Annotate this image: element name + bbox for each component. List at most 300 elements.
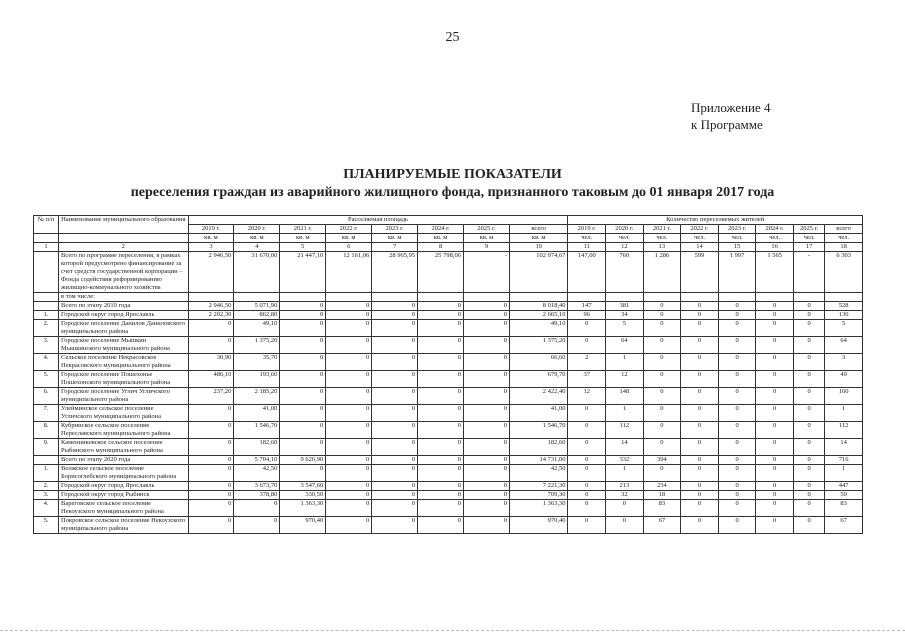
municipality-name: Городской округ город Рыбинск: [59, 491, 188, 500]
value-cell: 0: [756, 405, 794, 422]
value-cell: 330,50: [280, 491, 326, 500]
value-cell: 0: [756, 388, 794, 405]
value-cell: 5 704,10: [234, 456, 280, 465]
value-cell: 0: [718, 482, 756, 491]
document-title: ПЛАНИРУЕМЫЕ ПОКАЗАТЕЛИ: [343, 167, 562, 182]
column-number: 3: [188, 243, 234, 252]
value-cell: 0: [372, 405, 418, 422]
column-number: 10: [509, 243, 568, 252]
row-number: 4.: [34, 354, 59, 371]
value-cell: 64: [825, 337, 863, 354]
column-number: 14: [681, 243, 719, 252]
municipality-name: Городской округ город Ярославль: [59, 311, 188, 320]
value-cell: 0: [188, 465, 234, 482]
area-unit-header: кв. м: [464, 234, 510, 243]
value-cell: 0: [464, 320, 510, 337]
value-cell: 709,30: [509, 491, 568, 500]
value-cell: 0: [793, 439, 824, 456]
municipality-name: Улейминское сельское поселение Угличского муниципального района: [59, 405, 188, 422]
area-unit-header: кв. м: [509, 234, 568, 243]
value-cell: 0: [372, 500, 418, 517]
value-cell: 0: [681, 500, 719, 517]
value-cell: 0: [606, 517, 644, 534]
value-cell: [756, 293, 794, 302]
value-cell: 0: [718, 354, 756, 371]
header-people-group: Количество переселяемых жителей: [568, 216, 863, 225]
value-cell: 0: [372, 491, 418, 500]
table-row: [34, 388, 863, 405]
table-row: [34, 302, 863, 311]
value-cell: 1 375,20: [509, 337, 568, 354]
value-cell: 0: [464, 456, 510, 465]
people-unit-header: чел.: [756, 234, 794, 243]
value-cell: 0: [793, 456, 824, 465]
value-cell: 83: [825, 500, 863, 517]
value-cell: 112: [606, 422, 644, 439]
document-subtitle: переселения граждан из аварийного жилищного фонда, признанного таковым до 01 января 2017 года: [130, 185, 775, 200]
value-cell: 0: [793, 320, 824, 337]
value-cell: 0: [326, 482, 372, 491]
value-cell: 2: [568, 354, 606, 371]
area-year-header: 2023 г.: [372, 225, 418, 234]
table-body: [34, 252, 863, 534]
area-year-header: 2022 г.: [326, 225, 372, 234]
value-cell: 0: [418, 517, 464, 534]
table-row: [34, 337, 863, 354]
value-cell: 0: [372, 371, 418, 388]
header-name: Наименование муниципального образования: [59, 216, 188, 234]
value-cell: 0: [326, 465, 372, 482]
value-cell: 0: [718, 517, 756, 534]
value-cell: 147,00: [568, 252, 606, 293]
column-number: 17: [793, 243, 824, 252]
value-cell: 67: [825, 517, 863, 534]
value-cell: 41,00: [234, 405, 280, 422]
value-cell: 0: [464, 388, 510, 405]
value-cell: 3 547,60: [280, 482, 326, 491]
value-cell: 96: [568, 311, 606, 320]
value-cell: 0: [756, 337, 794, 354]
municipality-name: Городское поселение Пошехонье Пошехонского муниципального района: [59, 371, 188, 388]
value-cell: 0: [793, 517, 824, 534]
appendix-line-1: Приложение 4: [691, 100, 771, 115]
value-cell: 0: [756, 465, 794, 482]
value-cell: 0: [756, 482, 794, 491]
value-cell: 0: [756, 439, 794, 456]
value-cell: 381: [606, 302, 644, 311]
value-cell: [418, 293, 464, 302]
area-unit-header: кв. м: [280, 234, 326, 243]
table-row: [34, 491, 863, 500]
table-row: [34, 482, 863, 491]
value-cell: 0: [464, 337, 510, 354]
value-cell: [372, 293, 418, 302]
value-cell: 5 071,90: [234, 302, 280, 311]
value-cell: 0: [681, 405, 719, 422]
value-cell: 0: [568, 405, 606, 422]
value-cell: [188, 293, 234, 302]
header-column-numbers-row: [34, 243, 863, 252]
value-cell: 25 798,06: [418, 252, 464, 293]
value-cell: -: [464, 252, 510, 293]
people-year-header: 2020 г.: [606, 225, 644, 234]
value-cell: 0: [464, 482, 510, 491]
municipality-name: Городское поселение Данилов Даниловского муниципального района: [59, 320, 188, 337]
value-cell: 0: [326, 320, 372, 337]
value-cell: 0: [326, 371, 372, 388]
row-number: [34, 456, 59, 465]
value-cell: 3: [825, 354, 863, 371]
value-cell: 0: [756, 491, 794, 500]
area-year-header: 2025 г.: [464, 225, 510, 234]
column-number: 6: [326, 243, 372, 252]
value-cell: 1: [606, 354, 644, 371]
value-cell: 0: [718, 320, 756, 337]
row-number: 1.: [34, 311, 59, 320]
value-cell: 0: [718, 439, 756, 456]
value-cell: 0: [756, 302, 794, 311]
area-year-header: 2024 г.: [418, 225, 464, 234]
value-cell: 0: [372, 517, 418, 534]
column-number: 13: [643, 243, 681, 252]
value-cell: 182,60: [509, 439, 568, 456]
value-cell: 0: [681, 422, 719, 439]
table-row: [34, 439, 863, 456]
people-unit-header: чел.: [718, 234, 756, 243]
value-cell: 0: [188, 456, 234, 465]
value-cell: 0: [326, 491, 372, 500]
value-cell: 0: [643, 302, 681, 311]
value-cell: 21 447,10: [280, 252, 326, 293]
people-year-header: 2023 г.: [718, 225, 756, 234]
value-cell: 31 670,00: [234, 252, 280, 293]
value-cell: 0: [681, 320, 719, 337]
value-cell: 0: [188, 500, 234, 517]
value-cell: 0: [326, 439, 372, 456]
value-cell: 0: [756, 422, 794, 439]
value-cell: 83: [643, 500, 681, 517]
area-unit-header: кв. м: [326, 234, 372, 243]
value-cell: 0: [718, 456, 756, 465]
column-number: 16: [756, 243, 794, 252]
value-cell: 0: [643, 311, 681, 320]
value-cell: [643, 293, 681, 302]
people-unit-header: чел.: [793, 234, 824, 243]
value-cell: 0: [188, 405, 234, 422]
value-cell: 0: [326, 388, 372, 405]
row-number: [34, 293, 59, 302]
value-cell: 0: [418, 439, 464, 456]
value-cell: 0: [280, 320, 326, 337]
value-cell: 8 018,40: [509, 302, 568, 311]
value-cell: 30,90: [188, 354, 234, 371]
value-cell: 0: [643, 320, 681, 337]
value-cell: 0: [606, 500, 644, 517]
value-cell: 0: [418, 320, 464, 337]
value-cell: 0: [418, 456, 464, 465]
people-year-header: 2024 г.: [756, 225, 794, 234]
value-cell: 0: [718, 491, 756, 500]
value-cell: 0: [568, 456, 606, 465]
value-cell: 0: [568, 465, 606, 482]
value-cell: 0: [464, 500, 510, 517]
value-cell: 148: [606, 388, 644, 405]
value-cell: 0: [793, 302, 824, 311]
value-cell: 1: [606, 465, 644, 482]
value-cell: 0: [418, 405, 464, 422]
value-cell: 0: [280, 388, 326, 405]
value-cell: 716: [825, 456, 863, 465]
value-cell: 0: [372, 337, 418, 354]
value-cell: 0: [718, 337, 756, 354]
value-cell: 0: [372, 465, 418, 482]
value-cell: 760: [606, 252, 644, 293]
value-cell: 0: [756, 320, 794, 337]
value-cell: 0: [681, 517, 719, 534]
value-cell: 0: [793, 405, 824, 422]
value-cell: 0: [756, 371, 794, 388]
table-row: [34, 311, 863, 320]
people-total-header: всего: [825, 225, 863, 234]
value-cell: 0: [568, 320, 606, 337]
value-cell: 49: [825, 371, 863, 388]
column-number: 2: [59, 243, 188, 252]
value-cell: 0: [756, 354, 794, 371]
value-cell: 679,70: [509, 371, 568, 388]
value-cell: 0: [418, 302, 464, 311]
value-cell: 862,80: [234, 311, 280, 320]
value-cell: 0: [681, 302, 719, 311]
column-number: 7: [372, 243, 418, 252]
value-cell: 0: [418, 500, 464, 517]
value-cell: [606, 293, 644, 302]
value-cell: 14: [606, 439, 644, 456]
value-cell: [718, 293, 756, 302]
value-cell: 0: [188, 491, 234, 500]
appendix-label: [691, 99, 771, 133]
value-cell: 0: [188, 320, 234, 337]
value-cell: 49,10: [509, 320, 568, 337]
value-cell: 528: [825, 302, 863, 311]
value-cell: 102 974,67: [509, 252, 568, 293]
value-cell: 12: [568, 388, 606, 405]
value-cell: 6 303: [825, 252, 863, 293]
municipality-name: Всего по программе переселения, в рамках которой предусмотрено финансирование за счет средств государственной корпорации – Фонда содействия реформированию жилищно-коммунального хозяйства: [59, 252, 188, 293]
value-cell: 0: [718, 422, 756, 439]
value-cell: 0: [418, 388, 464, 405]
column-number: 11: [568, 243, 606, 252]
value-cell: 0: [793, 491, 824, 500]
value-cell: 0: [188, 482, 234, 491]
value-cell: 0: [418, 491, 464, 500]
value-cell: 1: [825, 405, 863, 422]
value-cell: 0: [681, 311, 719, 320]
value-cell: 0: [793, 388, 824, 405]
value-cell: 0: [418, 337, 464, 354]
value-cell: 0: [643, 439, 681, 456]
people-year-header: 2025 г.: [793, 225, 824, 234]
value-cell: 2 202,30: [188, 311, 234, 320]
value-cell: 0: [326, 456, 372, 465]
people-unit-header: чел.: [681, 234, 719, 243]
value-cell: 0: [756, 517, 794, 534]
table-row: [34, 320, 863, 337]
value-cell: 0: [372, 482, 418, 491]
value-cell: 0: [793, 354, 824, 371]
municipality-name: Городское поселение Углич Угличского муниципального района: [59, 388, 188, 405]
value-cell: 2 946,50: [188, 302, 234, 311]
value-cell: 0: [568, 500, 606, 517]
value-cell: 0: [280, 302, 326, 311]
value-cell: 0: [643, 422, 681, 439]
column-number: 8: [418, 243, 464, 252]
value-cell: 213: [606, 482, 644, 491]
value-cell: 130: [825, 311, 863, 320]
value-cell: 64: [606, 337, 644, 354]
table-row: [34, 354, 863, 371]
table-row: [34, 252, 863, 293]
value-cell: 0: [464, 405, 510, 422]
value-cell: 0: [326, 500, 372, 517]
value-cell: 147: [568, 302, 606, 311]
value-cell: 0: [188, 337, 234, 354]
value-cell: 0: [793, 500, 824, 517]
value-cell: 1 286: [643, 252, 681, 293]
value-cell: 0: [718, 371, 756, 388]
value-cell: 0: [234, 517, 280, 534]
municipality-name: Всего по этапу 2019 года: [59, 302, 188, 311]
value-cell: 0: [464, 371, 510, 388]
municipality-name: Городской округ город Ярославль: [59, 482, 188, 491]
table-row: [34, 293, 863, 302]
column-number: 4: [234, 243, 280, 252]
area-year-header: 2020 г.: [234, 225, 280, 234]
value-cell: 5: [606, 320, 644, 337]
value-cell: 1 363,30: [280, 500, 326, 517]
value-cell: 0: [372, 439, 418, 456]
value-cell: [825, 293, 863, 302]
value-cell: 1 375,20: [234, 337, 280, 354]
value-cell: 0: [280, 354, 326, 371]
indicators-table: [33, 215, 863, 534]
people-year-header: 2019 г.: [568, 225, 606, 234]
value-cell: 0: [643, 405, 681, 422]
value-cell: 0: [793, 371, 824, 388]
page-number: 25: [445, 30, 460, 45]
column-number: 12: [606, 243, 644, 252]
value-cell: 0: [643, 465, 681, 482]
row-number: 4.: [34, 500, 59, 517]
scan-edge-divider: [0, 630, 905, 632]
row-number: [34, 302, 59, 311]
value-cell: 1 546,70: [509, 422, 568, 439]
table-row: [34, 371, 863, 388]
people-unit-header: чел.: [606, 234, 644, 243]
value-cell: 37: [568, 371, 606, 388]
value-cell: [568, 293, 606, 302]
value-cell: 970,40: [509, 517, 568, 534]
value-cell: 50: [825, 491, 863, 500]
table-row: [34, 500, 863, 517]
value-cell: 0: [464, 302, 510, 311]
row-number: 1.: [34, 465, 59, 482]
area-unit-header: кв. м: [188, 234, 234, 243]
municipality-name: Всего по этапу 2020 года: [59, 456, 188, 465]
value-cell: 0: [372, 354, 418, 371]
value-cell: 0: [326, 405, 372, 422]
value-cell: 0: [188, 439, 234, 456]
row-number: 2.: [34, 320, 59, 337]
value-cell: 0: [568, 482, 606, 491]
value-cell: 0: [643, 337, 681, 354]
value-cell: 35,70: [234, 354, 280, 371]
value-cell: 49,10: [234, 320, 280, 337]
value-cell: 0: [568, 491, 606, 500]
municipality-name: Покровское сельское поселение Некоузского муниципального района: [59, 517, 188, 534]
row-number: 5.: [34, 517, 59, 534]
table-row: [34, 465, 863, 482]
value-cell: 0: [568, 439, 606, 456]
value-cell: 0: [372, 388, 418, 405]
value-cell: 378,80: [234, 491, 280, 500]
value-cell: 0: [464, 311, 510, 320]
value-cell: 0: [718, 405, 756, 422]
value-cell: 2 946,50: [188, 252, 234, 293]
value-cell: 0: [418, 311, 464, 320]
value-cell: 0: [718, 465, 756, 482]
value-cell: 0: [681, 371, 719, 388]
value-cell: 0: [718, 302, 756, 311]
row-number: 8.: [34, 422, 59, 439]
value-cell: 0: [681, 491, 719, 500]
value-cell: 0: [326, 354, 372, 371]
table-row: [34, 405, 863, 422]
value-cell: [509, 293, 568, 302]
municipality-name: Волжское сельское поселение Борисоглебского муниципального района: [59, 465, 188, 482]
value-cell: 14 731,00: [509, 456, 568, 465]
value-cell: 0: [464, 354, 510, 371]
value-cell: 2 665,10: [509, 311, 568, 320]
municipality-name: Каменниковское сельское поселение Рыбинского муниципального района: [59, 439, 188, 456]
value-cell: 0: [464, 422, 510, 439]
value-cell: 0: [464, 491, 510, 500]
value-cell: 182,60: [234, 439, 280, 456]
value-cell: 0: [793, 465, 824, 482]
value-cell: 1 546,70: [234, 422, 280, 439]
people-year-header: 2021 г.: [643, 225, 681, 234]
value-cell: 0: [326, 517, 372, 534]
value-cell: 0: [372, 456, 418, 465]
header-area-group: Расселяемая площадь: [188, 216, 568, 225]
table-header: [34, 216, 863, 252]
value-cell: 0: [718, 388, 756, 405]
table-row: [34, 422, 863, 439]
value-cell: 0: [372, 320, 418, 337]
value-cell: 0: [280, 422, 326, 439]
area-unit-header: кв. м: [418, 234, 464, 243]
header-units-row: [34, 234, 863, 243]
value-cell: 0: [568, 517, 606, 534]
value-cell: 0: [280, 439, 326, 456]
value-cell: 0: [793, 422, 824, 439]
value-cell: 0: [718, 500, 756, 517]
value-cell: 66,60: [509, 354, 568, 371]
value-cell: [326, 293, 372, 302]
row-number: [34, 252, 59, 293]
row-number: 3.: [34, 337, 59, 354]
value-cell: 0: [372, 302, 418, 311]
value-cell: 0: [372, 311, 418, 320]
